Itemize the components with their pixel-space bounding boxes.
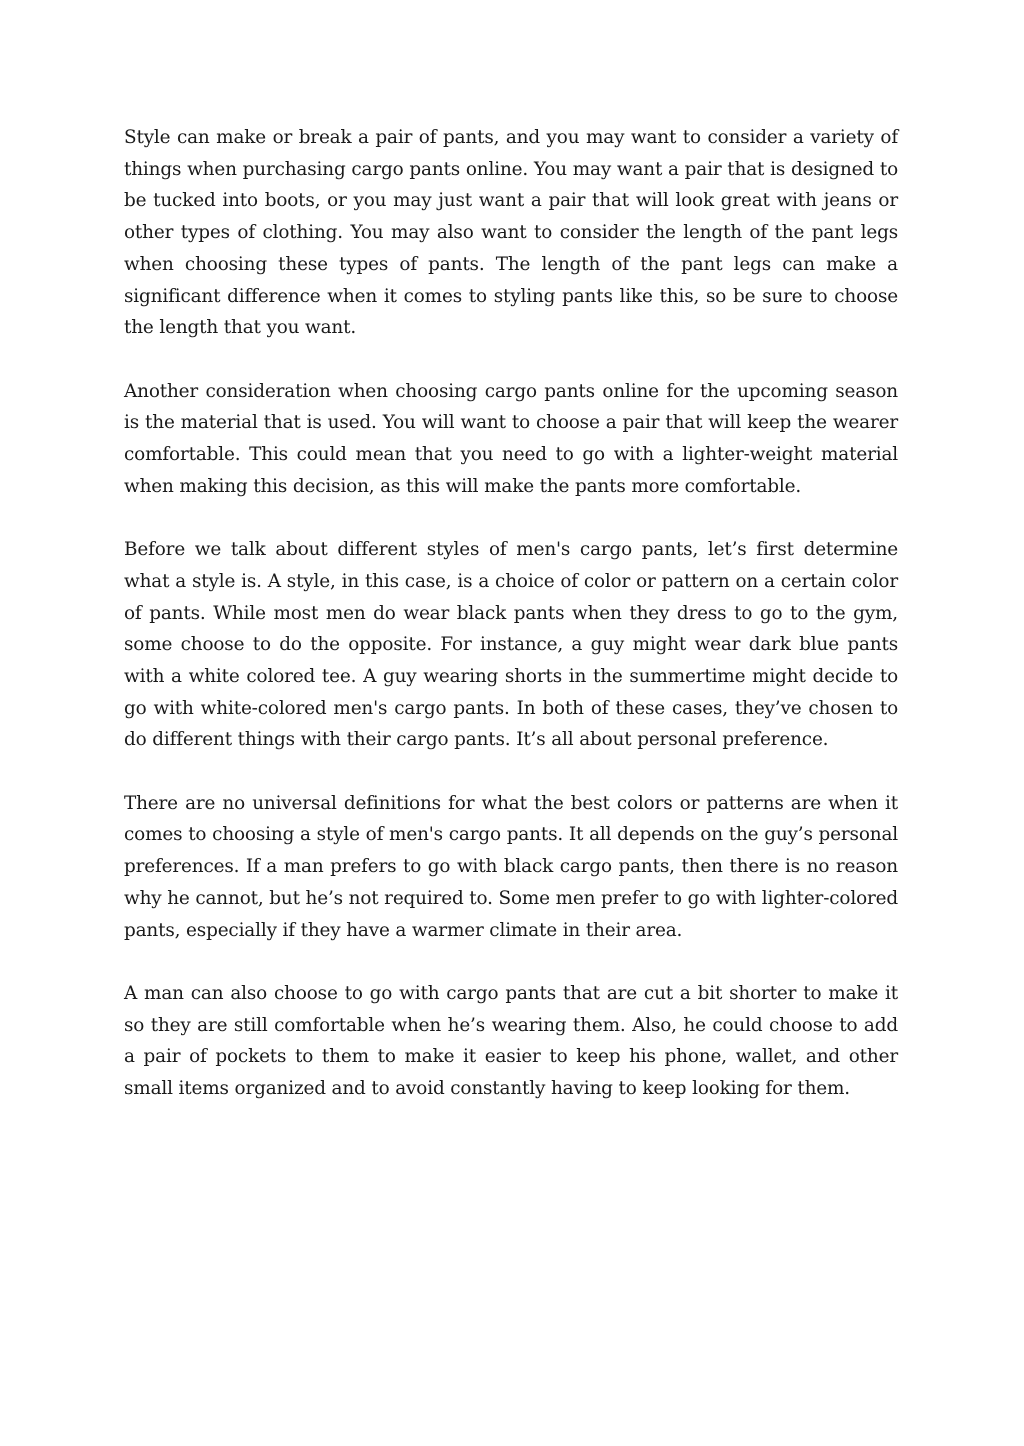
document-body	[124, 122, 898, 1136]
paragraph-material: Another consideration when choosing cargo pants online for the upcoming season is the material that is used. You will want to choose a pair that will keep the wearer comfortable. This could mean that you need to go with a lighter-weight material when making this decision, as this will make the pants more comfortable.	[124, 380, 898, 497]
paragraph-shorter-cut: A man can also choose to go with cargo pants that are cut a bit shorter to make it so they are still comfortable when he’s wearing them. Also, he could choose to add a pair of pockets to them to make it easier to keep his phone, wallet, and other small items organized and to avoid constantly having to keep looking for them.	[124, 982, 898, 1100]
paragraph-colors-patterns: There are no universal definitions for what the best colors or patterns are when it comes to choosing a style of men's cargo pants. It all depends on the guy’s personal preferences. If a man prefers to go with black cargo pants, then there is no reason why he cannot, but he’s not required to. Some men prefer to go with lighter-colored pants, especially if they have a warmer climate in their area.	[124, 792, 898, 941]
paragraph-style: Style can make or break a pair of pants, and you may want to consider a variety of things when purchasing cargo pants online. You may want a pair that is designed to be tucked into boots, or you may just want a pair that will look great with jeans or other types of clothing. You may also want to consider the length of the pant legs when choosing these types of pants. The length of the pant legs can make a significant difference when it comes to styling pants like this, so be sure to choose the length that you want.	[124, 127, 898, 339]
paragraph-what-is-style: Before we talk about different styles of men's cargo pants, let’s first determine what a style is. A style, in this case, is a choice of color or pattern on a certain color of pants. While most men do wear black pants when they dress to go to the gym, some choose to do the opposite. For instance, a guy might wear dark blue pants with a white colored tee. A guy wearing shorts in the summertime might decide to go with white-colored men's cargo pants. In both of these cases, they’ve chosen to do different things with their cargo pants. It’s all about personal preference.	[124, 539, 898, 751]
